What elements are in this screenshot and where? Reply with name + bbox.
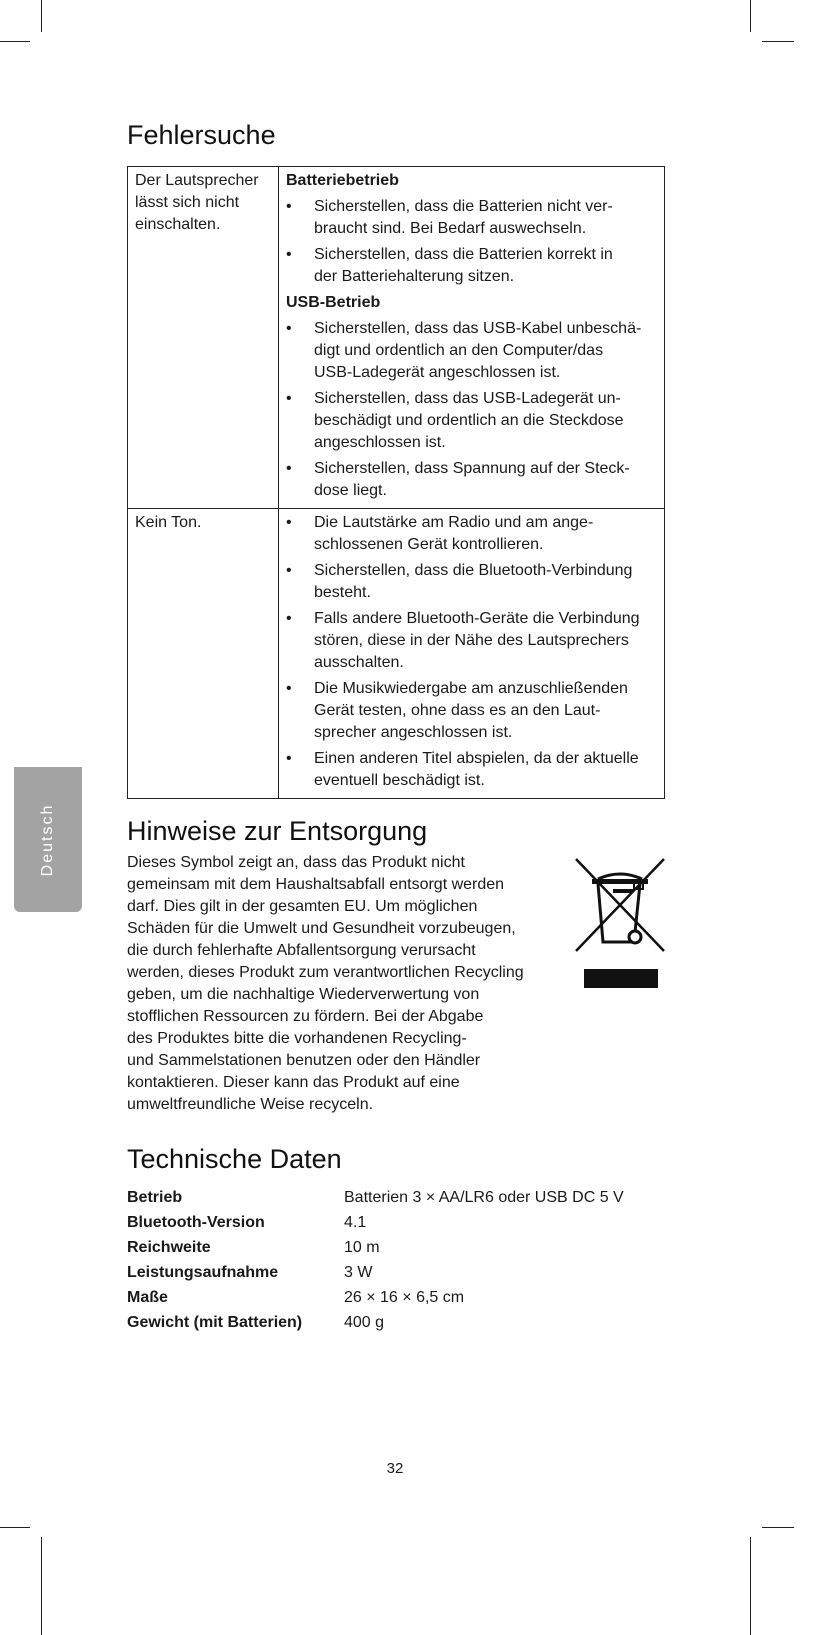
bullet-icon: • bbox=[286, 320, 292, 337]
spec-value: Batterien 3 × AA/LR6 oder USB DC 5 V bbox=[344, 1189, 624, 1206]
list-item bbox=[286, 244, 657, 288]
spec-value: 3 W bbox=[344, 1264, 373, 1281]
solution-cell bbox=[279, 167, 665, 509]
bullet-icon: • bbox=[286, 246, 292, 263]
list-item bbox=[286, 748, 657, 792]
spec-value: 26 × 16 × 6,5 cm bbox=[344, 1289, 465, 1306]
spec-row bbox=[127, 1185, 624, 1210]
spec-row bbox=[127, 1260, 624, 1285]
bullet-icon: • bbox=[286, 750, 292, 767]
list-item-text: Sicherstellen, dass die Bluetooth-Verbindung besteht. bbox=[314, 562, 633, 601]
disposal-title: Hinweise zur Entsorgung bbox=[127, 816, 428, 846]
spec-label: Bluetooth-Version bbox=[127, 1214, 265, 1231]
solution-cell bbox=[279, 509, 665, 799]
bullet-icon: • bbox=[286, 390, 292, 407]
crop-mark bbox=[762, 41, 794, 42]
list-item-text: Die Lautstärke am Radio und am ange- schlossenen Gerät kontrollieren. bbox=[314, 514, 594, 553]
bullet-icon: • bbox=[286, 514, 292, 531]
side-tab-label: Deutsch bbox=[39, 803, 56, 876]
list-item bbox=[286, 196, 657, 240]
troubleshooting-table bbox=[127, 166, 665, 799]
disposal-text: Dieses Symbol zeigt an, dass das Produkt nicht gemeinsam mit dem Haushaltsabfall entsorgt werden darf. Dies gilt in der gesamten EU. Um möglichen Schäden für die Umwelt und Gesundheit vorzubeugen, die durch fehlerhafte Abfallentsorgung verursacht werden, dieses Produkt zum verantwortlichen Recycling geben, um die nachhaltige Wiederverwertung von stofflichen Ressourcen zu fördern. Bei der Abgabe des Produktes bitte die vorhandenen Recycling- und Sammelstationen benutzen oder den Händler kontaktieren. Dieser kann das Produkt auf eine umweltfreundliche Weise recyceln. bbox=[127, 854, 524, 1113]
solution-subheading: USB-Betrieb bbox=[286, 294, 381, 311]
list-item-text: Falls andere Bluetooth-Geräte die Verbindung stören, diese in der Nähe des Lautsprechers ausschalten. bbox=[314, 610, 640, 671]
troubleshooting-title: Fehlersuche bbox=[127, 120, 276, 150]
spec-value: 400 g bbox=[344, 1314, 385, 1331]
spec-value: 10 m bbox=[344, 1239, 380, 1256]
list-item bbox=[286, 458, 657, 502]
bullet-icon: • bbox=[286, 680, 292, 697]
list-item bbox=[286, 318, 657, 384]
bullet-icon: • bbox=[286, 562, 292, 579]
list-item-text: Sicherstellen, dass das USB-Kabel unbeschä- digt und ordentlich an den Computer/das USB-Ladegerät angeschlossen ist. bbox=[314, 320, 642, 381]
list-item bbox=[286, 560, 657, 604]
crop-mark bbox=[762, 1527, 794, 1528]
language-side-tab bbox=[14, 767, 82, 912]
spec-row bbox=[127, 1210, 624, 1235]
list-item-text: Sicherstellen, dass die Batterien korrekt in der Batteriehalterung sitzen. bbox=[314, 246, 613, 285]
bullet-icon: • bbox=[286, 610, 292, 627]
page-number: 32 bbox=[386, 1460, 404, 1477]
bullet-icon: • bbox=[286, 460, 292, 477]
solution-subheading: Batteriebetrieb bbox=[286, 172, 399, 189]
spec-value: 4.1 bbox=[344, 1214, 367, 1231]
spec-row bbox=[127, 1285, 624, 1310]
problem-cell: Der Lautsprecher lässt sich nicht einschalten. bbox=[128, 167, 279, 509]
list-item bbox=[286, 608, 657, 674]
specs-title: Technische Daten bbox=[127, 1144, 342, 1174]
crop-mark bbox=[41, 1537, 42, 1635]
spec-label: Leistungsaufnahme bbox=[127, 1264, 279, 1281]
crop-mark bbox=[41, 0, 42, 32]
list-item-text: Sicherstellen, dass das USB-Ladegerät un- beschädigt und ordentlich an die Steckdose angeschlossen ist. bbox=[314, 390, 624, 451]
crop-mark bbox=[0, 1527, 30, 1528]
table-row bbox=[128, 167, 665, 509]
crop-mark bbox=[750, 0, 751, 32]
list-item-text: Die Musikwiedergabe am anzuschließenden Gerät testen, ohne dass es an den Laut- sprecher angeschlossen ist. bbox=[314, 680, 628, 741]
list-item bbox=[286, 388, 657, 454]
problem-cell: Kein Ton. bbox=[128, 509, 279, 799]
list-item-text: Sicherstellen, dass Spannung auf der Steck- dose liegt. bbox=[314, 460, 630, 499]
crop-mark bbox=[750, 1537, 751, 1635]
spec-label: Betrieb bbox=[127, 1189, 183, 1206]
spec-label: Reichweite bbox=[127, 1239, 211, 1256]
list-item-text: Einen anderen Titel abspielen, da der aktuelle eventuell beschädigt ist. bbox=[314, 750, 639, 789]
list-item bbox=[286, 678, 657, 744]
spec-row bbox=[127, 1235, 624, 1260]
spec-label: Gewicht (mit Batterien) bbox=[127, 1314, 303, 1331]
list-item-text: Sicherstellen, dass die Batterien nicht ver- braucht sind. Bei Bedarf auswechseln. bbox=[314, 198, 613, 237]
bullet-icon: • bbox=[286, 198, 292, 215]
table-row bbox=[128, 509, 665, 799]
specs-list bbox=[127, 1185, 624, 1335]
spec-label: Maße bbox=[127, 1289, 168, 1306]
crop-mark bbox=[0, 41, 30, 42]
list-item bbox=[286, 512, 657, 556]
weee-bin-icon bbox=[572, 855, 668, 991]
spec-row bbox=[127, 1310, 624, 1335]
